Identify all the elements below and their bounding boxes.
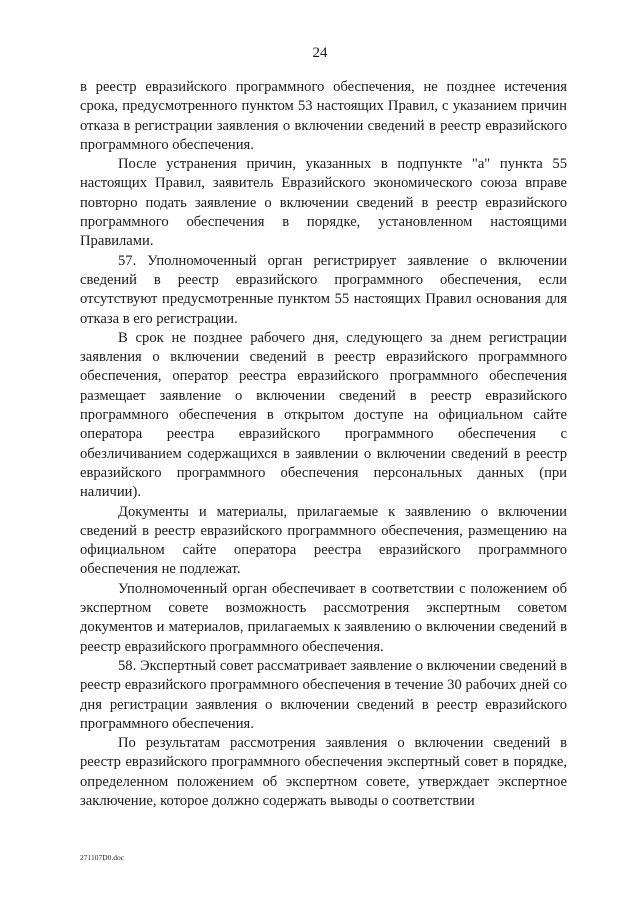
paragraph-continuation: в реестр евразийского программного обеспечения, не позднее истечения срока, предусмотренного пунктом 53 настоящих Правил, с указанием причин отказа в регистрации заявления о включении сведений в реестр евразийского программного обеспечения. — [80, 79, 567, 153]
document-filename-footer: 271107D0.doc — [80, 853, 125, 862]
page-number: 24 — [312, 45, 328, 61]
paragraph-documents-not-published: Документы и материалы, прилагаемые к заявлению о включении сведений в реестр евразийского программного обеспечения, размещению на официальном сайте оператора реестра евразийского программного обеспечения не подлежат. — [80, 503, 567, 578]
document-body — [80, 78, 567, 811]
paragraph-item-57: 57. Уполномоченный орган регистрирует заявление о включении сведений в реестр евразийского программного обеспечения, если отсутствуют предусмотренные пунктом 55 настоящих Правил основания для отказа в его регистрации. — [80, 252, 567, 327]
paragraph-expert-conclusion: По результатам рассмотрения заявления о включении сведений в реестр евразийского программного обеспечения экспертный совет в порядке, определенном положением об экспертном совете, утверждает экспертное заключение, которое должно содержать выводы о соответствии — [80, 735, 567, 809]
paragraph-resubmission: После устранения причин, указанных в подпункте "а" пункта 55 настоящих Правил, заявитель Евразийского экономического союза вправе повторно подать заявление о включении сведений в реестр евразийского программного обеспечения в порядке, установленном настоящими Правилами. — [80, 156, 567, 250]
paragraph-expert-council-review: Уполномоченный орган обеспечивает в соответствии с положением об экспертном совете возможность рассмотрения экспертным советом документов и материалов, прилагаемых к заявлению о включении сведений в реестр евразийского программного обеспечения. — [80, 580, 567, 655]
paragraph-publication-deadline: В срок не позднее рабочего дня, следующего за днем регистрации заявления о включении сведений в реестр евразийского программного обеспечения, оператор реестра евразийского программного обеспечения размещает заявление о включении сведений в реестр евразийского программного обеспечения в открытом доступе на официальном сайте оператора реестра евразийского программного обеспечения с обезличиванием содержащихся в заявлении о включении сведений в реестр евразийского программного обеспечения персональных данных (при наличии). — [80, 329, 567, 501]
paragraph-item-58: 58. Экспертный совет рассматривает заявление о включении сведений в реестр евразийского программного обеспечения в течение 30 рабочих дней со дня регистрации заявления о включении сведений в реестр евразийского программного обеспечения. — [80, 657, 567, 732]
